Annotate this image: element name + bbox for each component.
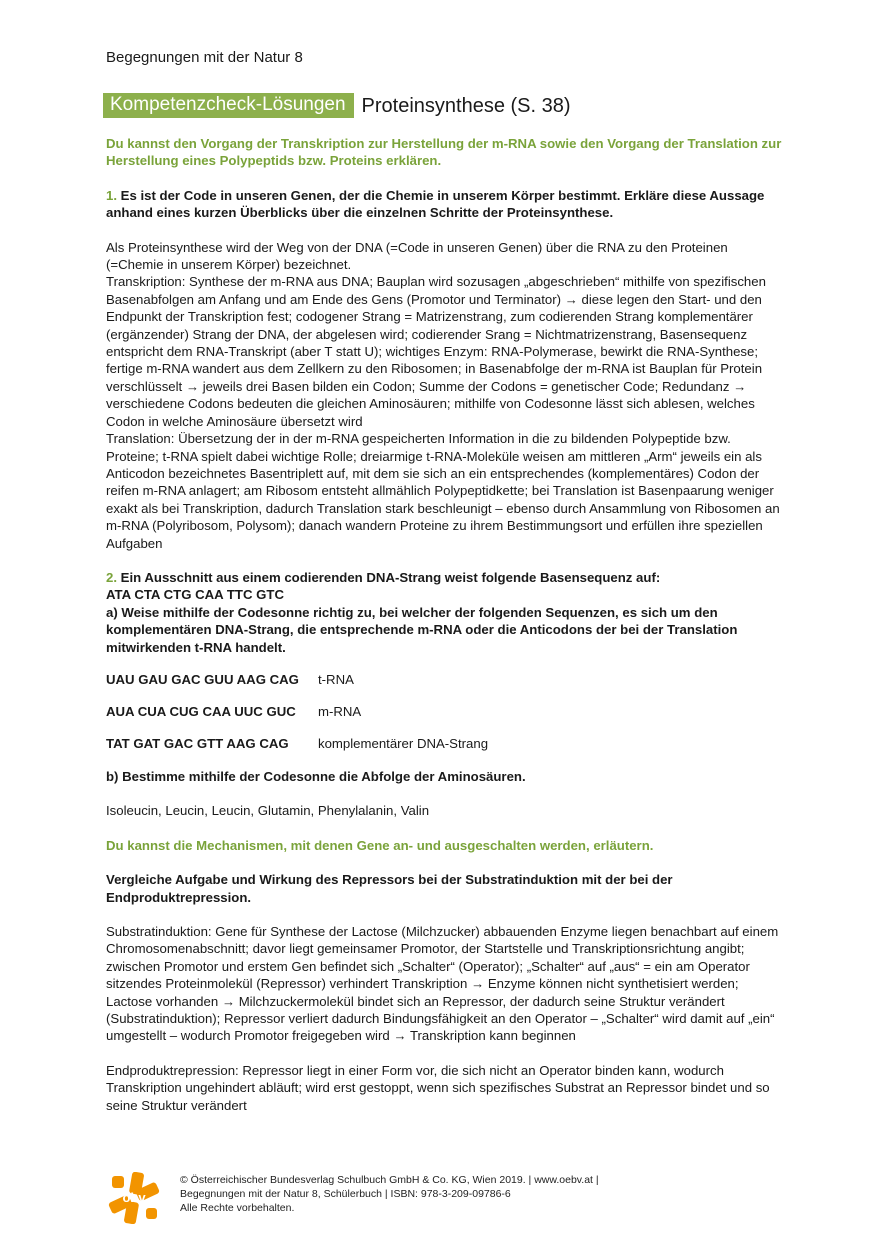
sequence-label: komplementärer DNA-Strang [318,736,489,752]
task-3-question: Vergleiche Aufgabe und Wirkung des Repressors bei der Substratinduktion mit der bei der Endproduktrepression. [106,872,673,905]
sequence: TAT GAT GAC GTT AAG CAG [106,736,289,752]
footer-line-1: © Österreichischer Bundesverlag Schulbuch GmbH & Co. KG, Wien 2019. | www.oebv.at | [180,1174,599,1186]
task-3-answer-induction: Substratinduktion: Gene für Synthese der Lactose (Milchzucker) abbauenden Enzyme liegen benachbart auf einem Chromosomenabschnitt; davor liegt gemeinsamer Promotor, der Startstelle und Transkriptionsrichtung angibt; zwischen Promotor und erstem Gen befindet sich „Schalter“ (Operator); „Schalter“ auf „aus“ = ein am Operator sitzendes Proteinmolekül (Repressor) verhindert Transkription → Enzyme können nicht synthetisiert werden; Lactose vorhanden → Milchzuckermolekül bindet sich an Repressor, der dadurch seine Struktur verändert (Substratinduktion); Repressor verliert dadurch Bindungsfähigkeit an den Operator – „Schalter“ wird damit auf „ein“ umgestellt – wodurch Promotor freigegeben wird → Transkription kann beginnen [106,924,779,1044]
sequence: AUA CUA CUG CAA UUC GUC [106,704,296,720]
task-2-text: Ein Ausschnitt aus einem codierenden DNA-Strang weist folgende Basensequenz auf: [120,569,661,585]
sequence: UAU GAU GAC GUU AAG CAG [106,672,299,688]
sequence-label: t-RNA [318,672,354,688]
sequence-label: m-RNA [318,704,362,720]
competence-statement-2: Du kannst die Mechanismen, mit denen Gene an- und ausgeschalten werden, erläutern. [106,837,654,853]
section-badge: Kompetenzcheck-Lösungen [103,93,354,118]
task-2-part-b: b) Bestimme mithilfe der Codesonne die Abfolge der Aminosäuren. [106,768,526,784]
task-2-sequence: ATA CTA CTG CAA TTC GTC [106,587,284,603]
competence-statement-1: Du kannst den Vorgang der Transkription zur Herstellung der m-RNA sowie den Vorgang der Translation zur Herstellung eines Polypeptids bzw. Proteins erklären. [106,136,782,169]
sequence-row [106,728,786,760]
task-1-answer-transcription: Transkription: Synthese der m-RNA aus DNA; Bauplan wird sozusagen „abgeschrieben“ mithilfe von spezifischen Basenabfolgen am Anfang und am Ende des Gens (Promotor und Terminator) → diese legen den Start- und den Endpunkt der Transkription fest; codogener Strang = Matrizenstrang, zum codierenden Strang komplementärer (ergänzender) Strang der DNA, der abgelesen wird; codierender Srang = Nichtmatrizenstrang, Basensequenz entspricht dem RNA-Transkript (aber T statt U); wichtiges Enzym: RNA-Polymerase, bewirkt die RNA-Synthese; fertige m-RNA wandert aus dem Zellkern zu den Ribosomen; in Basenabfolge der m-RNA ist Bauplan für Protein verschlüsselt → jeweils drei Basen bilden ein Codon; Summe der Codons = genetischer Code; Redundanz → verschiedene Codons bedeuten die gleichen Aminosäuren; mithilfe von Codesonne lässt sich ablesen, welches Codon in welche Aminosäure übersetzt wird [106,274,766,429]
task-1-answer-intro: Als Proteinsynthese wird der Weg von der DNA (=Code in unseren Genen) über die RNA zu den Proteinen (=Chemie in unserem Körper) bezeichnet. [106,239,728,273]
task-1-answer-translation: Translation: Übersetzung der in der m-RNA gespeicherten Information in die zu bildenden Polypeptide bzw. Proteine; t-RNA spielt dabei wichtige Rolle; dreiarmige t-RNA-Moleküle weisen am mittleren „Arm“ jeweils ein als Anticodon bezeichnetes Basentriplett auf, mit dem sie sich an ein entsprechendes (komplementäres) Codon der reifen m-RNA anlagert; am Ribosom entsteht allmählich Polypeptidkette; bei Translation ist Basenpaarung weniger exakt als bei Transkription, dadurch Translation stark beschleunigt – ebenso durch Ansammlung von Ribosomen an m-RNA (Polyribosom, Polysom); danach wandern Proteine zu ihrem Bestimmungsort und erfüllen ihre speziellen Aufgaben [106,431,780,551]
task-3-answer-repression: Endproduktrepression: Repressor liegt in einer Form vor, die sich nicht an Operator binden kann, wodurch Transkription ungehindert abläuft; wird erst gestoppt, wenn sich spezifisches Substrat an Repressor bindet und so seine Struktur verändert [106,1062,770,1113]
task-1-question [106,187,786,222]
task-1-number: 1. [106,187,117,203]
page-title: Proteinsynthese (S. 38) [361,94,571,117]
page-header [106,93,571,118]
task-1-text: Es ist der Code in unseren Genen, der die Chemie in unserem Körper bestimmt. Erkläre diese Aussage anhand eines kurzen Überblicks über die einzelnen Schritte der Proteinsynthese. [106,187,765,221]
footer-line-3: Alle Rechte vorbehalten. [180,1202,295,1214]
task-2-answer-b: Isoleucin, Leucin, Leucin, Glutamin, Phenylalanin, Valin [106,803,430,819]
sequence-row [106,664,786,696]
series-title: Begegnungen mit der Natur 8 [106,49,303,66]
oebv-logo-icon [108,1172,160,1224]
task-2-part-a: a) Weise mithilfe der Codesonne richtig zu, bei welcher der folgenden Sequenzen, es sich um den komplementären DNA-Strang, die entsprechende m-RNA oder die Anticodons der bei der Translation mitwirkenden t-RNA handelt. [106,604,738,655]
task-2-number: 2. [106,569,117,585]
logo-text: öbv [122,1190,146,1205]
footer-line-2: Begegnungen mit der Natur 8, Schülerbuch | ISBN: 978-3-209-09786-6 [180,1188,511,1200]
footer-text [180,1173,680,1215]
content [106,135,786,1114]
sequence-row [106,696,786,728]
task-2-question [106,569,786,586]
